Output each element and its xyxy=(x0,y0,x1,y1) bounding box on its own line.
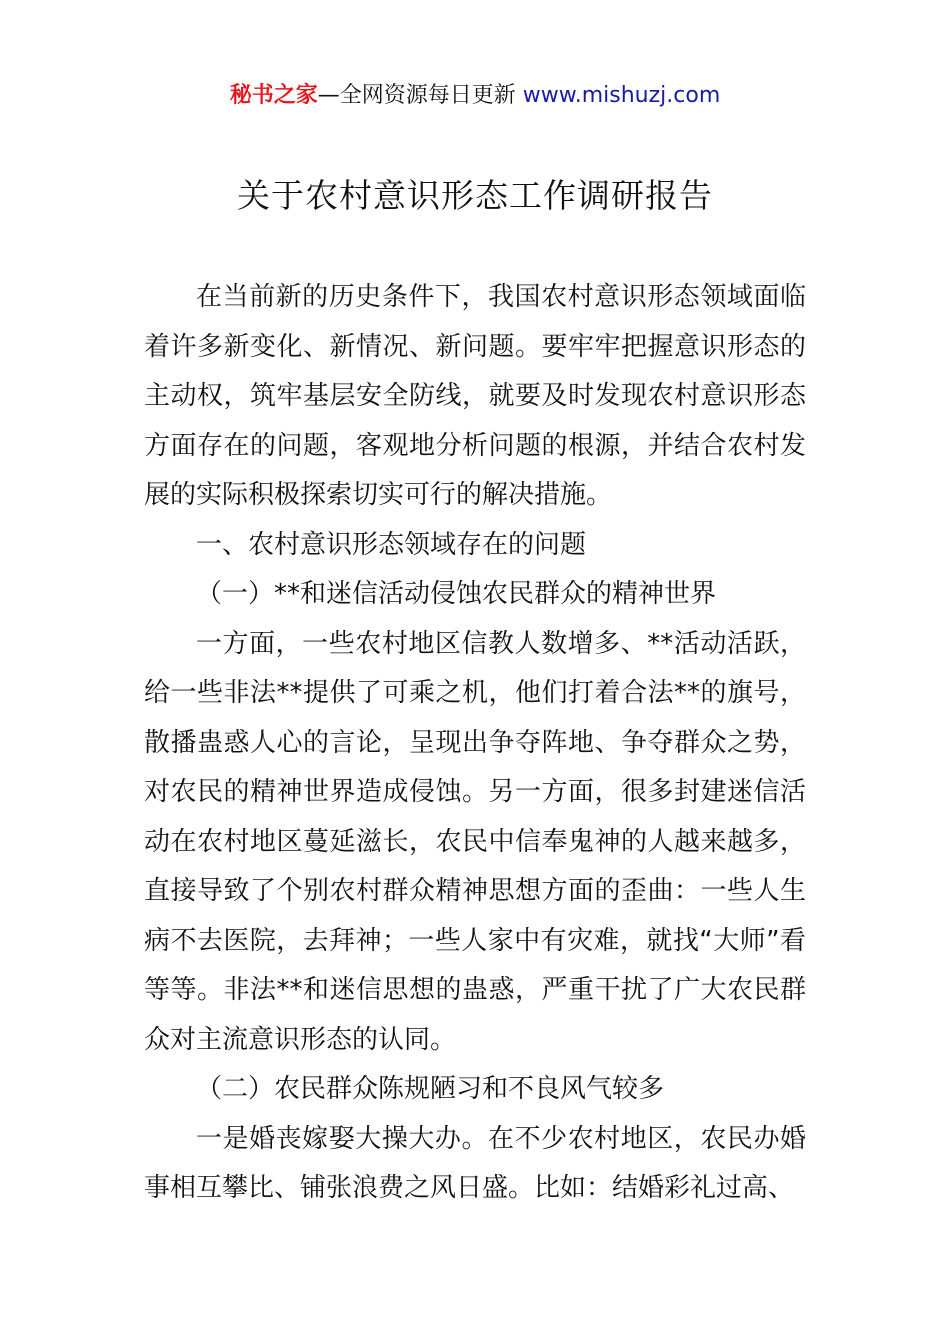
site-header xyxy=(0,80,950,112)
section-heading: 一、农村意识形态领域存在的问题 xyxy=(196,529,587,560)
brand-name: 秘书之家 xyxy=(229,83,318,108)
header-tagline: —全网资源每日更新 xyxy=(317,83,523,108)
subsection-heading: （一）**和迷信活动侵蚀农民群众的精神世界 xyxy=(196,579,717,609)
site-url[interactable]: www.mishuzj.com xyxy=(522,83,721,108)
intro-paragraph: 在当前新的历史条件下，我国农村意识形态领域面临着许多新变化、新情况、新问题。要牢牢把握意识形态的主动权，筑牢基层安全防线，就要及时发现农村意识形态方面存在的问题，客观地分析问题的根源，并结合农村发展的实际积极探索切实可行的解决措施。 xyxy=(144,282,806,510)
body-paragraph: 一方面，一些农村地区信教人数增多、**活动活跃，给一些非法**提供了可乘之机，他们打着合法**的旗号，散播蛊惑人心的言论，呈现出争夺阵地、争夺群众之势，对农民的精神世界造成侵蚀。另一方面，很多封建迷信活动在农村地区蔓延滋长，农民中信奉鬼神的人越来越多，直接导致了个别农村群众精神思想方面的歪曲：一些人生病不去医院，去拜神；一些人家中有灾难，就找“大师”看等等。非法**和迷信思想的蛊惑，严重干扰了广大农民群众对主流意识形态的认同。 xyxy=(144,628,806,1055)
document-title: 关于农村意识形态工作调研报告 xyxy=(237,176,713,215)
subsection-heading: （二）农民群众陈规陋习和不良风气较多 xyxy=(196,1074,665,1104)
document-body xyxy=(144,273,806,1214)
body-paragraph: 一是婚丧嫁娶大操大办。在不少农村地区，农民办婚事相互攀比、铺张浪费之风日盛。比如：结婚彩礼过高、 xyxy=(144,1123,806,1203)
